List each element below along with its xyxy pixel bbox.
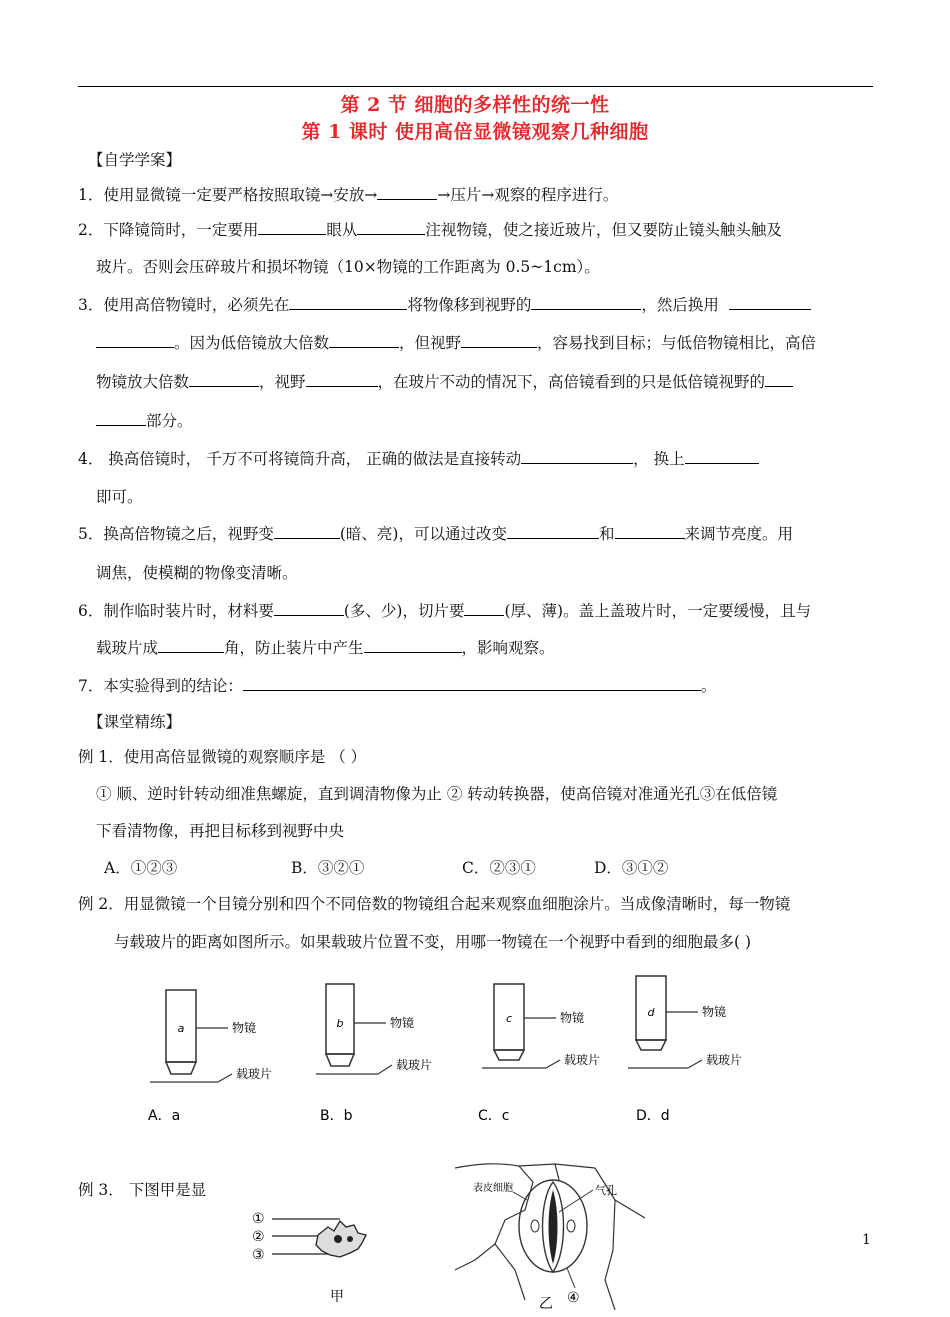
- blank: [377, 184, 437, 200]
- blank: [464, 600, 504, 616]
- q2-text-b: 眼从: [326, 221, 358, 239]
- lens-label: 物镜: [560, 1011, 585, 1025]
- example-1-statements: ① 顺、逆时针转动细准焦螺旋，直到调清物像为止 ② 转动转换器，使高倍镜对准通光孔③在低倍镜: [96, 785, 778, 803]
- question-3-cont-3: [96, 410, 193, 432]
- q6-text-d: 载玻片成: [96, 639, 159, 657]
- blank: [189, 371, 259, 387]
- q1-text-a: 1．使用显微镜一定要严格按照取镜→安放→: [78, 186, 378, 204]
- q3-text-b: 将物像移到视野的: [407, 296, 532, 314]
- q3-text-a: 3．使用高倍物镜时，必须先在: [78, 296, 290, 314]
- question-2: [78, 219, 782, 241]
- slide-label: 载玻片: [396, 1058, 433, 1072]
- blank: [306, 371, 378, 387]
- figure-label-jia: 甲: [330, 1289, 344, 1305]
- q6-text-b: (多、少)，切片要: [343, 602, 465, 620]
- example-2: 例 2．用显微镜一个目镜分别和四个不同倍数的物镜组合起来观察血细胞涂片。当成像清晰时，每一物镜: [78, 895, 791, 913]
- slide-label: 载玻片: [236, 1067, 273, 1081]
- q3-text-j: 部分。: [146, 412, 193, 430]
- blank: [274, 600, 344, 616]
- q6-text-f: ，影响观察。: [461, 639, 555, 657]
- lens-letter: a: [177, 1022, 185, 1035]
- lens-a: [148, 990, 272, 1124]
- q5-text-c: 和: [598, 525, 615, 543]
- blank: [96, 332, 174, 348]
- lens-option-d: D．d: [636, 1108, 670, 1124]
- blank: [507, 523, 599, 539]
- question-3: [78, 294, 811, 316]
- blank: [521, 448, 633, 464]
- q5-text-d: 来调节亮度。用: [684, 525, 794, 543]
- blank: [765, 371, 793, 387]
- q1-text-b: →压片→观察的程序进行。: [437, 186, 619, 204]
- figure-jia: [240, 1205, 390, 1310]
- q7-text-a: 7．本实验得到的结论：: [78, 677, 243, 695]
- lens-letter: b: [336, 1017, 344, 1030]
- blank: [96, 410, 146, 426]
- q2-text-a: 2．下降镜筒时，一定要用: [78, 221, 259, 239]
- example-3: 例 3． 下图甲是显: [78, 1181, 207, 1199]
- header-rule: [78, 86, 873, 87]
- example-1-option-d: D．③①②: [594, 859, 669, 877]
- epidermal-cell-label: 表皮细胞: [473, 1183, 513, 1194]
- blank: [461, 332, 537, 348]
- q7-text-b: 。: [700, 677, 717, 695]
- blank: [274, 523, 340, 539]
- figure-yi-stoma: [455, 1160, 655, 1310]
- question-4: [78, 448, 759, 470]
- q5-text-a: 5．换高倍物镜之后，视野变: [78, 525, 274, 543]
- lens-label: 物镜: [702, 1005, 727, 1019]
- lens-option-a: A．a: [148, 1108, 181, 1124]
- example-1-option-a: A．①②③: [104, 859, 178, 877]
- example-1-statements-cont: 下看清物像，再把目标移到视野中央: [96, 822, 345, 840]
- q3-text-c: ，然后换用: [641, 296, 719, 314]
- blank: [329, 332, 399, 348]
- blank: [357, 219, 425, 235]
- stoma-label: 气孔: [595, 1184, 617, 1197]
- lens-b: [316, 984, 432, 1124]
- lens-option-b: B．b: [320, 1108, 353, 1124]
- marker-1: ①: [252, 1211, 265, 1227]
- q3-text-i: ，在玻片不动的情况下，高倍镜看到的只是低倍镜视野的: [377, 373, 766, 391]
- example-1: 例 1．使用高倍显微镜的观察顺序是 （ ）: [78, 748, 367, 766]
- blank: [531, 294, 641, 310]
- q3-text-g: 物镜放大倍数: [96, 373, 190, 391]
- q3-text-e: ，但视野: [399, 334, 462, 352]
- example-1-option-c: C．②③①: [462, 859, 536, 877]
- q3-text-f: ，容易找到目标；与低倍物镜相比，高倍: [537, 334, 817, 352]
- lens-c: [478, 984, 600, 1124]
- lens-letter: d: [647, 1006, 655, 1019]
- slide-label: 载玻片: [706, 1053, 743, 1067]
- q4-text-b: ， 换上: [633, 450, 685, 468]
- marker-4: ④: [567, 1290, 580, 1306]
- lens-option-c: C．c: [478, 1108, 510, 1124]
- example-2-cont: 与载玻片的距离如图所示。如果载玻片位置不变，用哪一物镜在一个视野中看到的细胞最多( ): [114, 933, 752, 951]
- blank: [258, 219, 326, 235]
- class-practice-heading: 【课堂精练】: [88, 713, 182, 731]
- marker-2: ②: [252, 1229, 265, 1245]
- q3-text-h: ，视野: [259, 373, 306, 391]
- question-4-cont: 即可。: [96, 488, 143, 506]
- marker-3: ③: [252, 1247, 265, 1263]
- section-title: 第 2 节 细胞的多样性的统一性: [340, 94, 610, 116]
- example-1-option-b: B．③②①: [291, 859, 365, 877]
- question-5: [78, 523, 793, 545]
- slide-label: 载玻片: [564, 1053, 601, 1067]
- question-2-cont: 玻片。否则会压碎玻片和损坏物镜（10×物镜的工作距离为 0.5~1cm）。: [96, 258, 600, 276]
- question-3-cont-2: [96, 371, 793, 393]
- blank: [243, 675, 701, 691]
- objective-lens-figure: [140, 970, 780, 1130]
- question-3-cont-1: [96, 332, 816, 354]
- q6-text-c: (厚、薄)。盖上盖玻片时，一定要缓慢，且与: [504, 602, 812, 620]
- question-5-cont: 调焦，使模糊的物像变清晰。: [96, 564, 298, 582]
- question-7: [78, 675, 716, 697]
- blank: [729, 294, 811, 310]
- q6-text-a: 6．制作临时装片时，材料要: [78, 602, 274, 620]
- q6-text-e: 角，防止装片中产生: [224, 639, 364, 657]
- lens-label: 物镜: [232, 1021, 257, 1035]
- question-6-cont: [96, 637, 555, 659]
- self-study-heading: 【自学学案】: [88, 151, 182, 169]
- lens-letter: c: [505, 1012, 513, 1025]
- lesson-title: 第 1 课时 使用高倍显微镜观察几种细胞: [301, 121, 649, 143]
- q4-text-a: 4． 换高倍镜时， 千万不可将镜筒升高， 正确的做法是直接转动: [78, 450, 522, 468]
- blank: [158, 637, 224, 653]
- q2-text-c: 注视物镜，使之接近玻片，但又要防止镜头触头触及: [425, 221, 782, 239]
- lens-d: [628, 976, 742, 1124]
- page-number: 1: [862, 1232, 871, 1248]
- blank: [364, 637, 462, 653]
- question-6: [78, 600, 811, 622]
- lens-label: 物镜: [390, 1016, 415, 1030]
- blank: [289, 294, 407, 310]
- figure-label-yi: 乙: [539, 1296, 553, 1310]
- blank: [615, 523, 685, 539]
- blank: [685, 448, 759, 464]
- q3-text-d: 。因为低倍镜放大倍数: [174, 334, 330, 352]
- q5-text-b: (暗、亮)，可以通过改变: [339, 525, 507, 543]
- question-1: [78, 184, 618, 206]
